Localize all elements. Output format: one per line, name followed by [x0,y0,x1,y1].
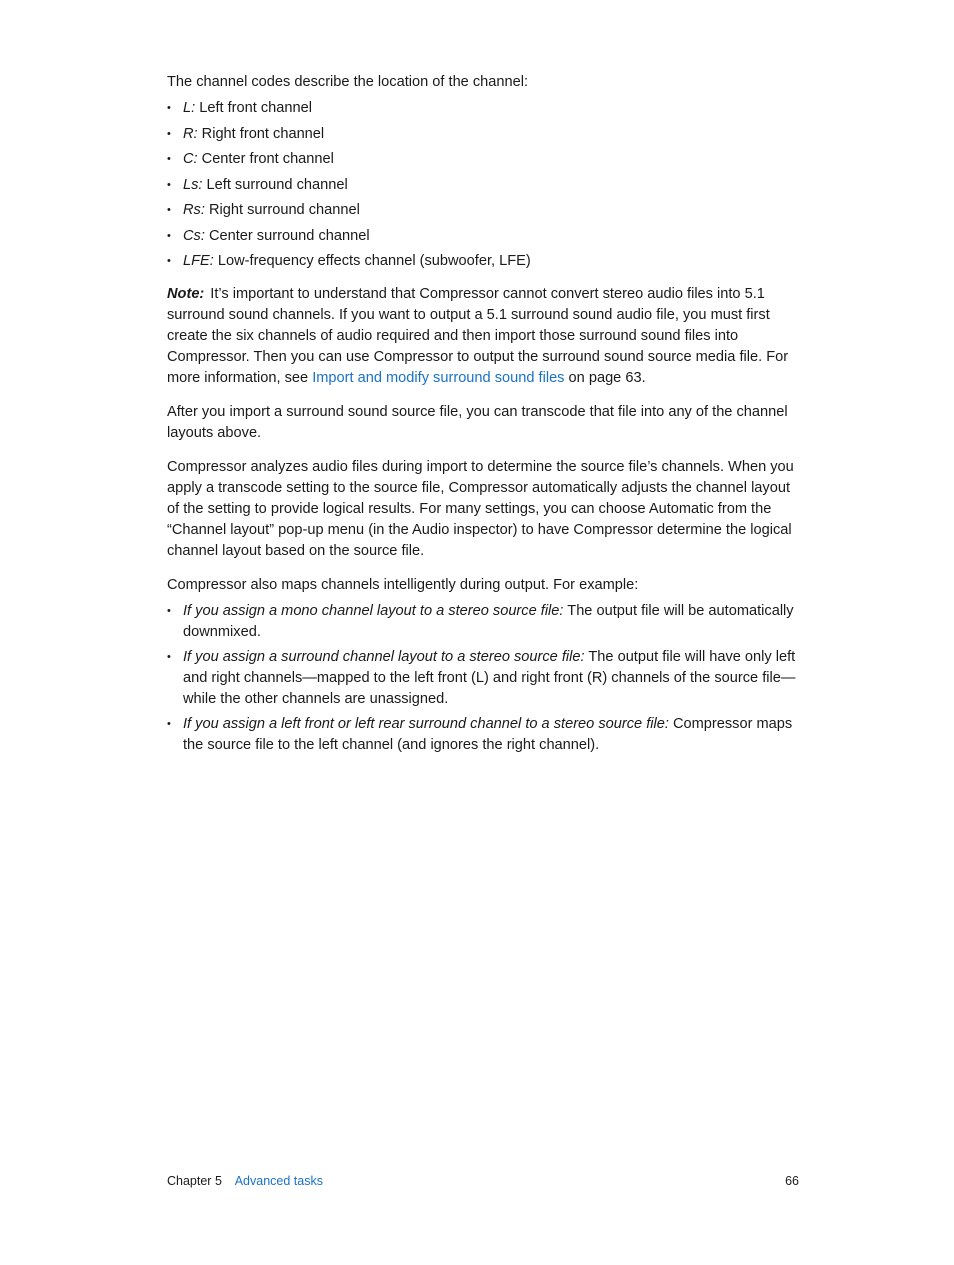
channel-codes-intro: The channel codes describe the location of the channel: [167,74,529,90]
note-paragraph [167,284,799,389]
channel-description: Center surround channel [208,227,370,244]
channel-description: Right surround channel [208,202,360,218]
body-paragraph: After you import a surround sound source file, you can transcode that file into any of the channel layouts above. [167,403,788,441]
example-result: The output file will have only left and right channels—mapped to the left front (L) and right front (R) channels of the source file—while the other channels are unassigned. [183,648,796,707]
list-item [167,200,799,226]
channel-code: Rs: [183,202,205,218]
example-result: The output file will be automatically downmixed. [183,602,794,640]
page-number: 66 [785,1174,799,1188]
chapter-title-link[interactable]: Advanced tasks [234,1174,323,1188]
example-condition: If you assign a left front or left rear surround channel to a stereo source file: [183,715,669,732]
list-item [167,601,799,643]
surround-import-link[interactable]: Import and modify surround sound files [312,369,565,386]
list-item [167,251,799,277]
list-item [167,98,799,124]
list-item [167,647,799,710]
list-item [167,149,799,175]
example-result: Compressor maps the source file to the left channel (and ignores the right channel). [183,715,793,753]
channel-code: R: [183,125,198,142]
mapping-examples-list [167,601,799,756]
note-text: It’s important to understand that Compressor cannot convert stereo audio files into 5.1 surround sound channels. If you want to output a 5.1 surround sound audio file, you must first create the six channels of audio required and then import those surround sound files into Compressor. Then you can use Compressor to output the surround sound source media file. For more information, see [167,285,789,386]
channel-code: Ls: [183,176,203,193]
channel-description: Left front channel [199,100,313,116]
list-item [167,714,799,756]
example-condition: If you assign a surround channel layout to a stereo source file: [183,648,585,665]
channel-code: C: [183,151,198,167]
example-condition: If you assign a mono channel layout to a stereo source file: [183,602,564,619]
channel-description: Right front channel [201,125,325,142]
mapping-intro: Compressor also maps channels intelligently during output. For example: [167,576,639,593]
channel-codes-list [167,98,799,277]
body-paragraph: Compressor analyzes audio files during import to determine the source file’s channels. When you apply a transcode setting to the source file, Compressor automatically adjusts the channel layout of the setting to provide logical results. For many settings, you can choose Automatic from the “Channel layout” pop-up menu (in the Audio inspector) to have Compressor determine the logical channel layout based on the source file. [167,458,794,559]
list-item [167,124,799,150]
channel-code: Cs: [183,227,205,244]
channel-description: Left surround channel [206,176,348,193]
note-label: Note: [167,285,205,302]
list-item [167,175,799,201]
page-footer [167,1172,799,1190]
page-body [167,72,799,760]
channel-description: Center front channel [201,151,334,167]
channel-code: L: [183,100,196,116]
chapter-label: Chapter 5 [167,1174,222,1188]
note-page-reference: on page 63. [568,369,646,386]
channel-description: Low-frequency effects channel (subwoofer, LFE) [217,253,531,269]
list-item [167,226,799,252]
channel-code: LFE: [183,253,214,269]
